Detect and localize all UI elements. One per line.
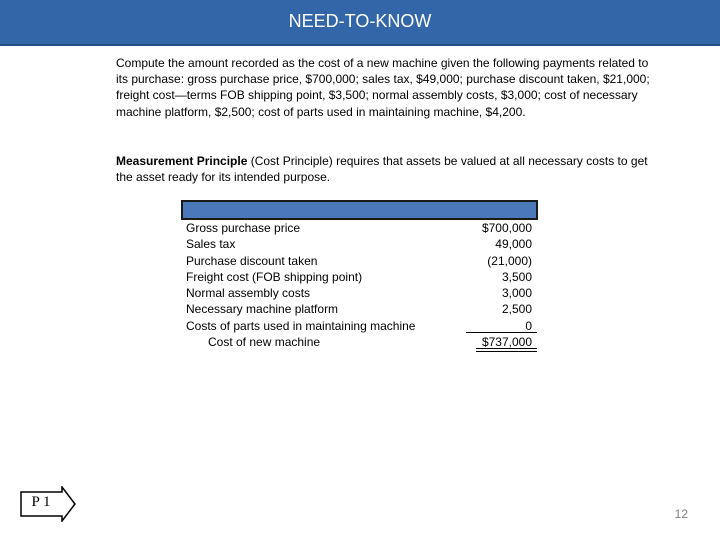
row-amount: 3,500 <box>501 269 532 284</box>
row-label: Freight cost (FOB shipping point) <box>186 269 363 284</box>
table-row <box>186 220 534 236</box>
total-label: Cost of new machine <box>208 335 321 350</box>
row-label: Normal assembly costs <box>186 286 311 301</box>
row-label: Sales tax <box>186 237 236 252</box>
table-row <box>186 285 534 301</box>
row-label: Necessary machine platform <box>186 302 339 317</box>
row-amount: 49,000 <box>495 237 532 252</box>
title-bar <box>0 0 720 46</box>
learning-objective-label: P 1 <box>31 494 51 510</box>
table-row <box>186 236 534 252</box>
total-amount: $737,000 <box>481 335 532 350</box>
problem-statement: Compute the amount recorded as the cost of a new machine given the following payments related to its purchase: gross purchase price, $700,000; sales tax, $49,000; purchase discount taken, $21,000; freight cost—terms FOB shipping point, $3,500; normal assembly costs, $3,000; cost of necessary machine platform, $2,500; cost of parts used in maintaining machine, $4,200. <box>116 56 650 119</box>
row-amount: $700,000 <box>481 221 532 235</box>
row-amount: 0 <box>525 318 532 333</box>
row-label: Gross purchase price <box>186 221 301 235</box>
cost-table <box>186 220 534 350</box>
row-amount: 2,500 <box>501 302 532 317</box>
row-amount: (21,000) <box>487 253 532 268</box>
table-row <box>186 269 534 285</box>
subtotal-rule <box>466 332 537 333</box>
page-number: 12 <box>674 507 688 521</box>
row-amount: 3,000 <box>501 286 532 301</box>
table-row <box>186 301 534 317</box>
total-double-rule <box>476 348 537 352</box>
table-row <box>186 253 534 269</box>
slide-title: NEED-TO-KNOW <box>288 11 432 31</box>
table-header-bar <box>181 200 538 220</box>
principle-heading: Measurement Principle <box>116 154 248 168</box>
row-label: Purchase discount taken <box>186 253 318 268</box>
principle-text: (Cost Principle) requires that assets be valued at all necessary costs to get the asset ready for its intended purpose. <box>116 154 648 185</box>
row-label: Costs of parts used in maintaining machine <box>186 318 416 333</box>
measurement-principle <box>116 153 656 185</box>
